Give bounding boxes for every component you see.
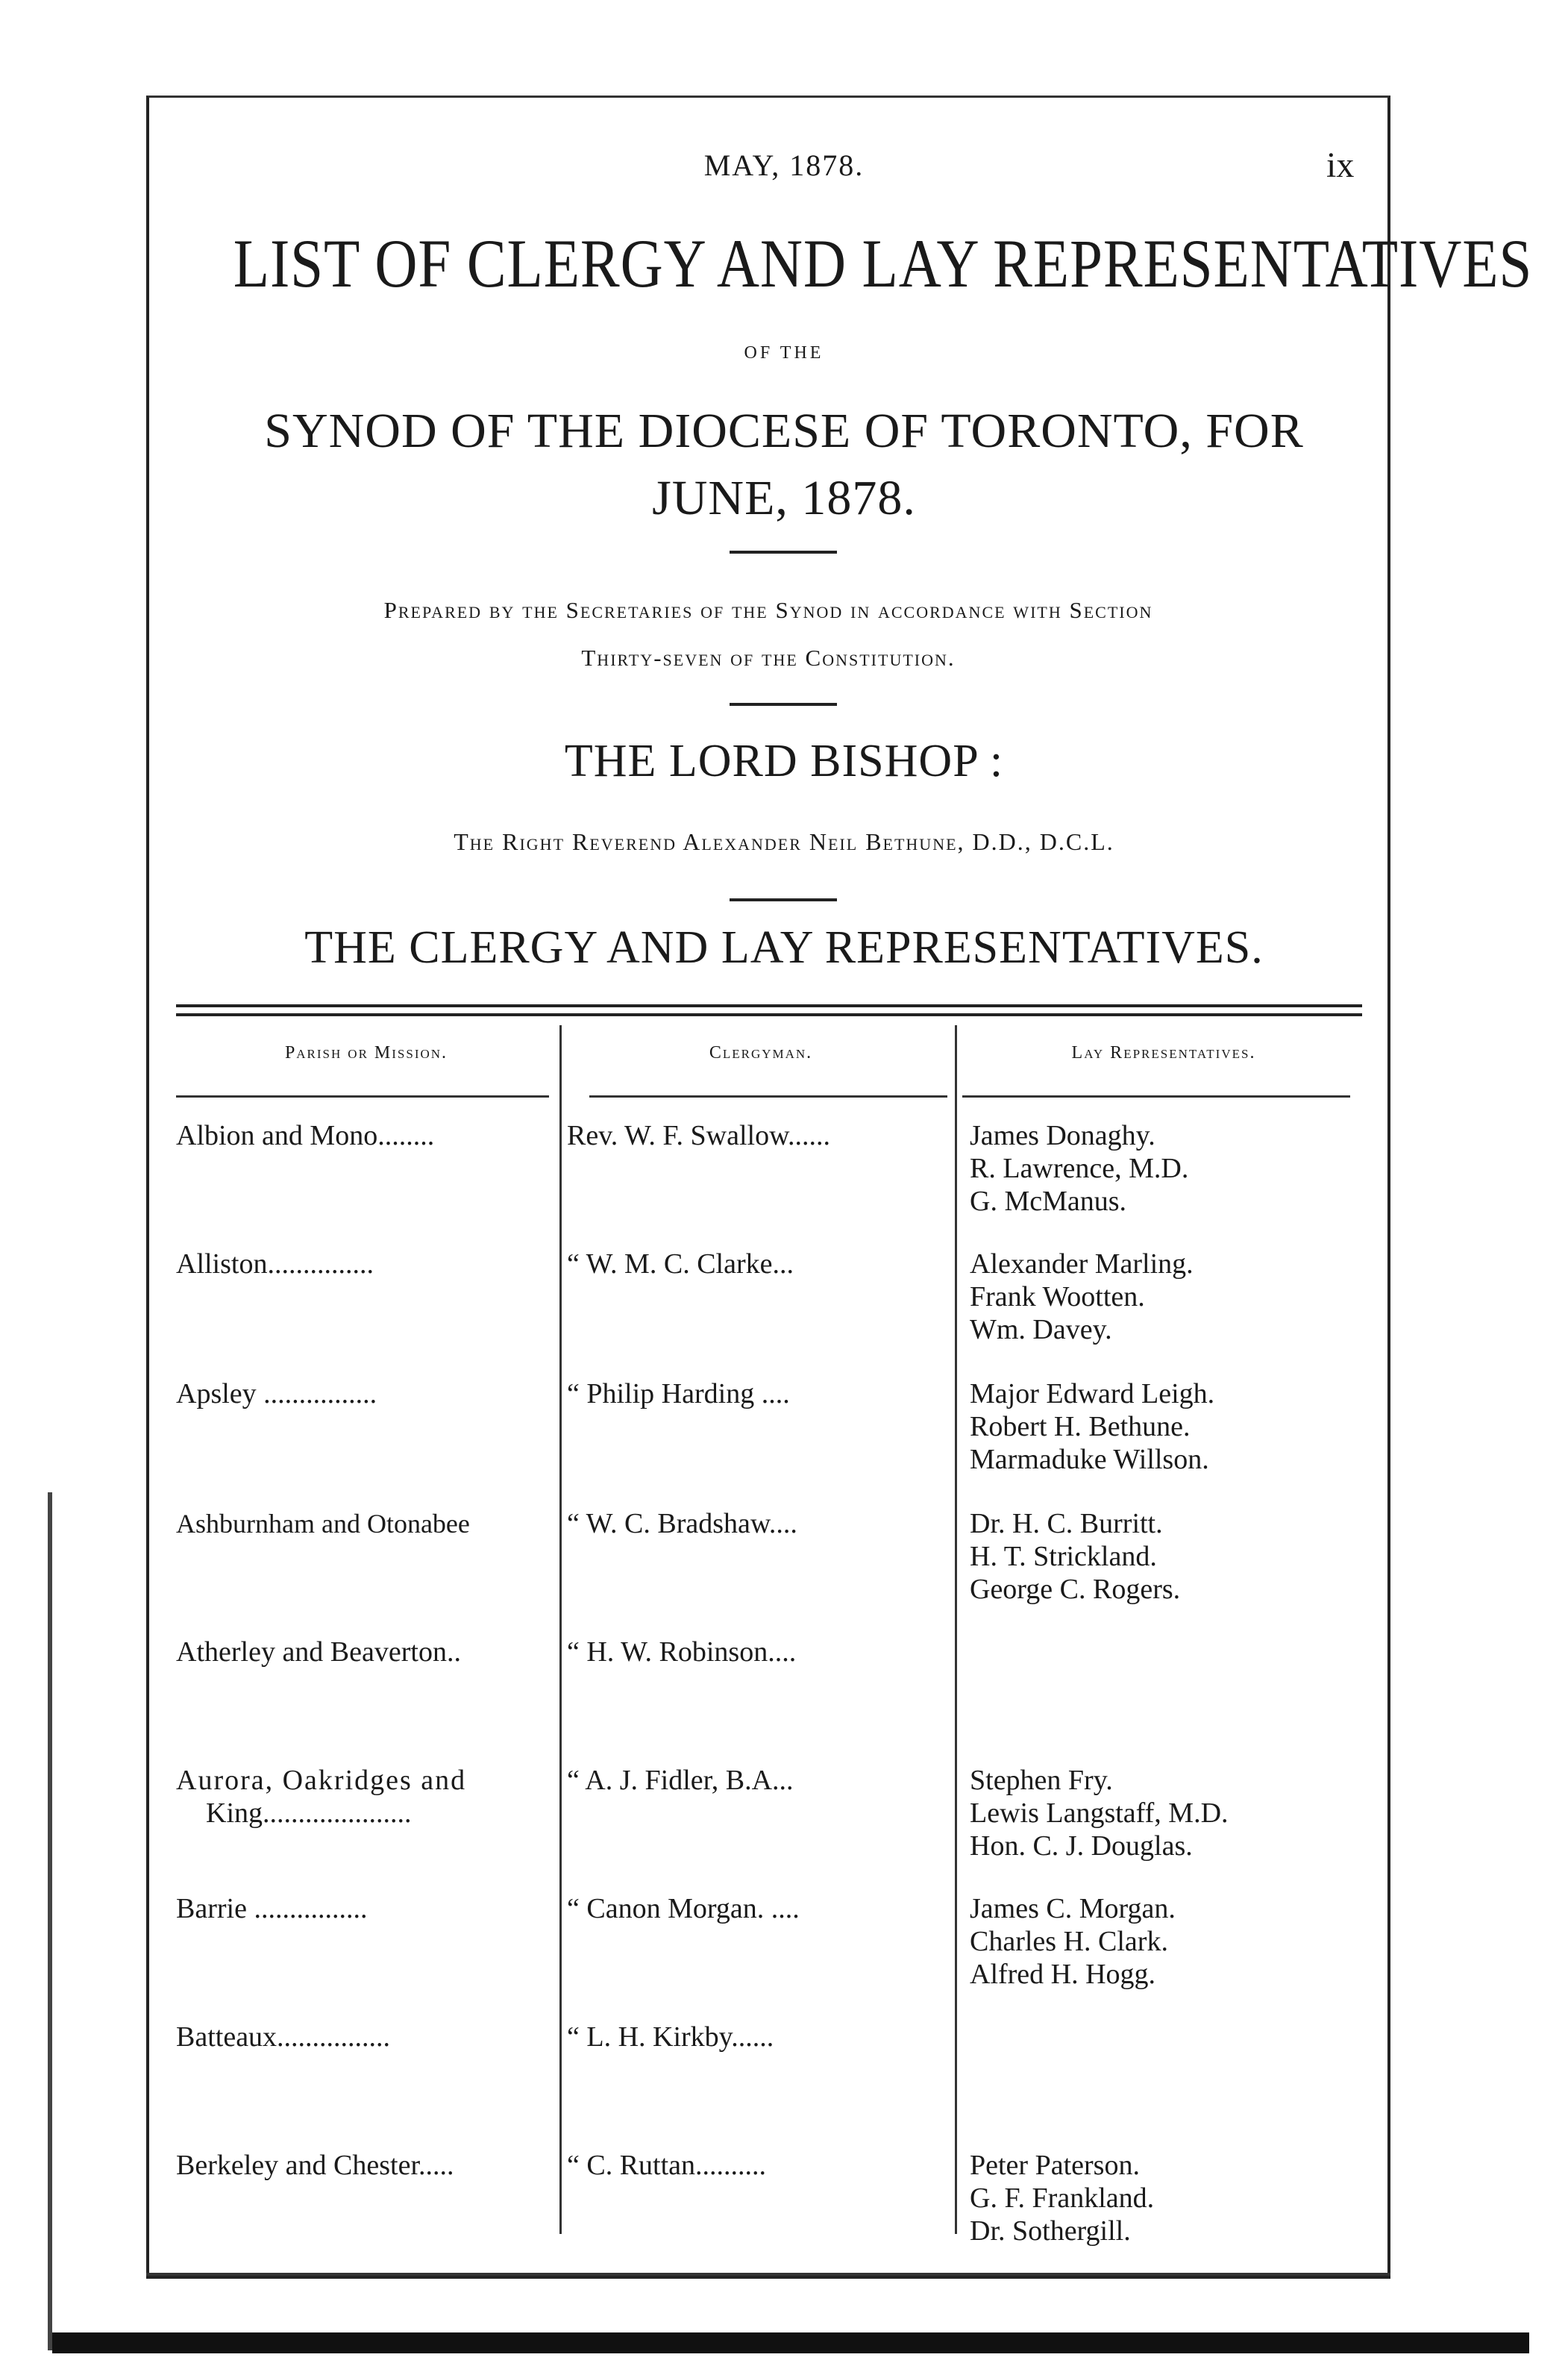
table-row-clergyman: “ Canon Morgan. .... — [567, 1893, 800, 1924]
table-top-rule — [176, 1004, 1362, 1007]
divider-rule — [730, 703, 837, 706]
lay-representative: Charles H. Clark. — [970, 1926, 1168, 1957]
lay-representative: Dr. Sothergill. — [970, 2215, 1131, 2247]
scan-edge — [48, 1492, 52, 2350]
of-the-label: OF THE — [744, 343, 824, 363]
table-row-parish: Alliston............... — [176, 1248, 374, 1280]
table-row-lay — [970, 1377, 1387, 1476]
table-row-lay — [970, 1764, 1387, 1862]
subtitle-line2: JUNE, 1878. — [652, 471, 916, 525]
table-row-parish: Barrie ................ — [176, 1893, 368, 1924]
lay-representative: James Donaghy. — [970, 1120, 1155, 1151]
divider-rule — [730, 898, 837, 901]
bishop-heading: THE LORD BISHOP : — [564, 736, 1004, 786]
lay-representative: Dr. H. C. Burritt. — [970, 1508, 1163, 1539]
prepared-line1: Prepared by the Secretaries of the Synod in accordance with Section — [383, 597, 1153, 623]
table-row-parish: Apsley ................ — [176, 1378, 377, 1409]
page-bottom-bar — [52, 2332, 1529, 2353]
lay-representative: H. T. Strickland. — [970, 1541, 1157, 1572]
table-top-rule — [176, 1013, 1362, 1016]
header-underline — [589, 1095, 947, 1098]
table-row-clergyman: “ W. C. Bradshaw.... — [567, 1508, 797, 1539]
column-header-parish: Parish or Mission. — [284, 1043, 448, 1063]
lay-representative: Major Edward Leigh. — [970, 1378, 1215, 1409]
table-row-clergyman: “ H. W. Robinson.... — [567, 1636, 797, 1668]
lay-representative: Frank Wootten. — [970, 1281, 1145, 1312]
table-row-clergyman: “ W. M. C. Clarke... — [567, 1248, 794, 1280]
table-row-lay — [970, 2149, 1387, 2247]
prepared-note — [146, 586, 1390, 682]
header-date: MAY, 1878. — [703, 148, 865, 182]
table-row-parish: Aurora, Oakridges and — [176, 1765, 467, 1796]
table-row-parish: Ashburnham and Otonabee — [176, 1509, 470, 1539]
table-row-clergyman: “ C. Ruttan.......... — [567, 2150, 767, 2181]
lay-representative: Robert H. Bethune. — [970, 1411, 1191, 1442]
page-number: ix — [1326, 145, 1355, 185]
lay-representative: G. McManus. — [970, 1186, 1127, 1217]
divider-rule — [730, 551, 837, 554]
lay-representative: James C. Morgan. — [970, 1893, 1176, 1924]
header-underline — [176, 1095, 549, 1098]
lay-representative: Wm. Davey. — [970, 1314, 1112, 1345]
lay-representative: G. F. Frankland. — [970, 2182, 1155, 2214]
column-divider — [559, 1025, 562, 2234]
bishop-name: The Right Reverend Alexander Neil Bethune, D.D., D.C.L. — [454, 828, 1114, 855]
page-title: LIST OF CLERGY AND LAY REPRESENTATIVES — [233, 225, 1533, 301]
table-row-lay — [970, 1119, 1387, 1218]
column-header-clergyman: Clergyman. — [709, 1043, 813, 1063]
lay-representative: Lewis Langstaff, M.D. — [970, 1797, 1229, 1829]
lay-representative: Hon. C. J. Douglas. — [970, 1830, 1193, 1862]
table-row-lay — [970, 1507, 1387, 1606]
table-row-parish: Albion and Mono........ — [176, 1120, 435, 1151]
lay-representative: George C. Rogers. — [970, 1574, 1181, 1605]
table-row-clergyman: “ Philip Harding .... — [567, 1378, 790, 1409]
lay-representative: Alfred H. Hogg. — [970, 1959, 1156, 1990]
column-header-lay: Lay Representatives. — [1071, 1043, 1256, 1063]
lay-representative: Stephen Fry. — [970, 1765, 1113, 1796]
prepared-line2: Thirty-seven of the Constitution. — [581, 645, 956, 671]
subtitle-line1: SYNOD OF THE DIOCESE OF TORONTO, FOR — [264, 404, 1304, 458]
table-row-clergyman: “ A. J. Fidler, B.A... — [567, 1765, 794, 1796]
column-divider — [955, 1025, 957, 2234]
lay-representative: R. Lawrence, M.D. — [970, 1153, 1189, 1184]
table-row-clergyman: Rev. W. F. Swallow...... — [567, 1120, 831, 1151]
clergy-heading: THE CLERGY AND LAY REPRESENTATIVES. — [304, 922, 1264, 973]
table-row-lay — [970, 1248, 1387, 1346]
table-row-clergyman: “ L. H. Kirkby...... — [567, 2021, 774, 2053]
lay-representative: Alexander Marling. — [970, 1248, 1194, 1280]
table-row-parish-continued: King..................... — [206, 1797, 412, 1829]
table-row-parish: Berkeley and Chester..... — [176, 2150, 454, 2181]
lay-representative: Peter Paterson. — [970, 2150, 1140, 2181]
table-row-parish: Batteaux................ — [176, 2021, 391, 2053]
lay-representative: Marmaduke Willson. — [970, 1444, 1209, 1475]
table-bottom-rule — [146, 2273, 1390, 2276]
header-underline — [962, 1095, 1350, 1098]
table-row-parish: Atherley and Beaverton.. — [176, 1636, 461, 1668]
table-row-lay — [970, 1892, 1387, 1991]
